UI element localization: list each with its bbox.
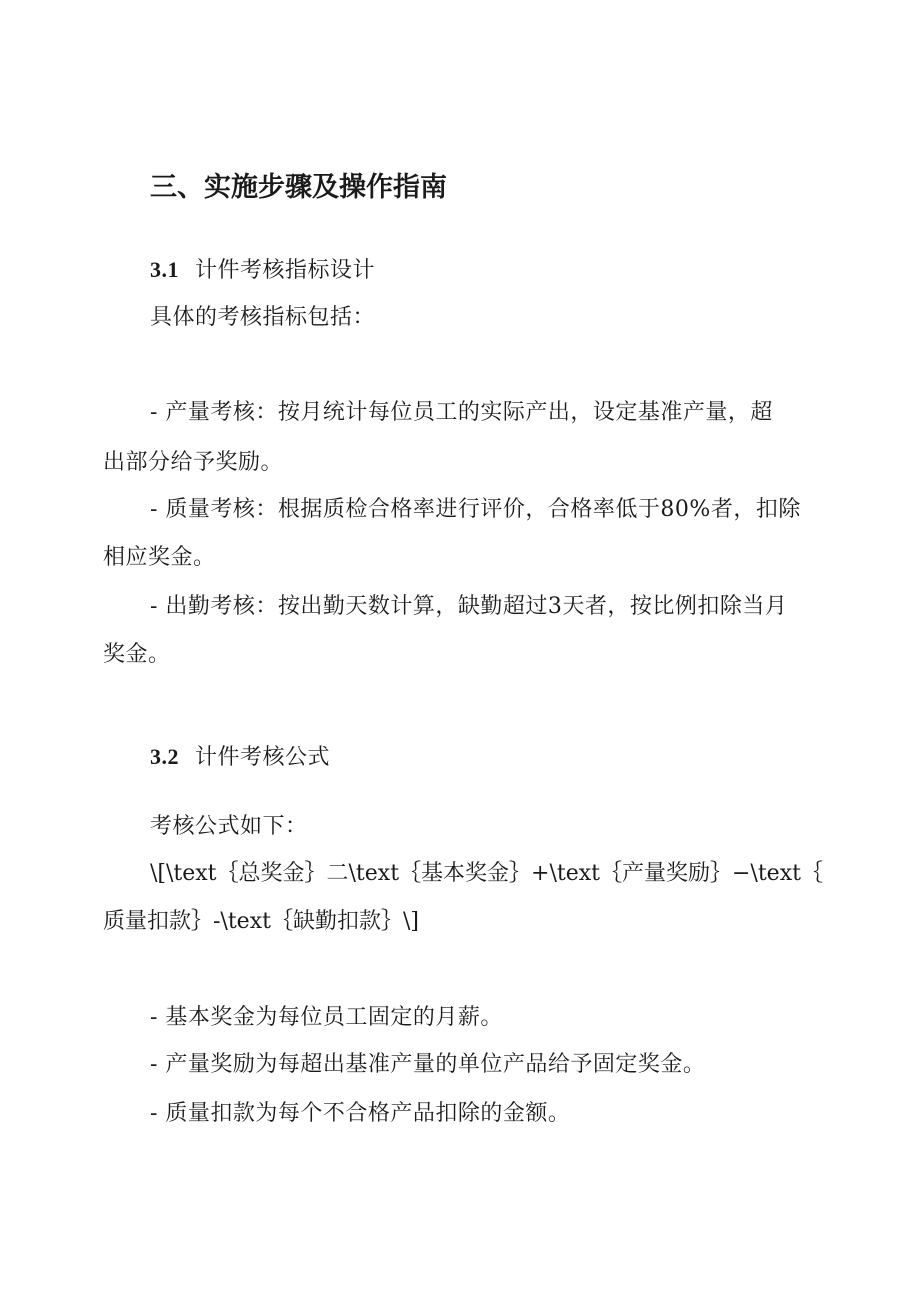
list-item-output-line1: - 产量考核：按月统计每位员工的实际产出，设定基准产量，超: [150, 400, 773, 425]
note-quality-deduction: - 质量扣款为每个不合格产品扣除的金额。: [150, 1101, 571, 1126]
formula-intro: 考核公式如下：: [150, 814, 308, 839]
list-item-attendance-line2: 奖金。: [103, 642, 171, 667]
subsection-number: 3.2: [150, 744, 179, 769]
list-item-quality-line1: - 质量考核：根据质检合格率进行评价，合格率低于80%者，扣除: [150, 497, 801, 522]
note-base-bonus: - 基本奖金为每位员工固定的月薪。: [150, 1005, 503, 1030]
formula-line2: 质量扣款｝-\text｛缺勤扣款｝\]: [103, 909, 419, 934]
list-item-attendance-line1: - 出勤考核：按出勤天数计算，缺勤超过3天者，按比例扣除当月: [150, 594, 788, 619]
subsection-heading-3-1: [150, 255, 375, 286]
subsection-number: 3.1: [150, 257, 179, 282]
subsection-heading-3-2: [150, 742, 330, 773]
subsection-title: 计件考核指标设计: [195, 258, 376, 283]
list-item-quality-line2: 相应奖金。: [103, 545, 216, 570]
list-item-output-line2: 出部分给予奖励。: [103, 450, 284, 475]
note-output-reward: - 产量奖励为每超出基准产量的单位产品给予固定奖金。: [150, 1052, 706, 1077]
subsection-title: 计件考核公式: [195, 745, 331, 770]
indicators-intro: 具体的考核指标包括：: [150, 305, 376, 330]
section-title: 三、实施步骤及操作指南: [150, 172, 447, 203]
formula-line1: \[\text｛总奖金｝二\text｛基本奖金｝+\text｛产量奖励｝−\text｛: [150, 861, 823, 886]
